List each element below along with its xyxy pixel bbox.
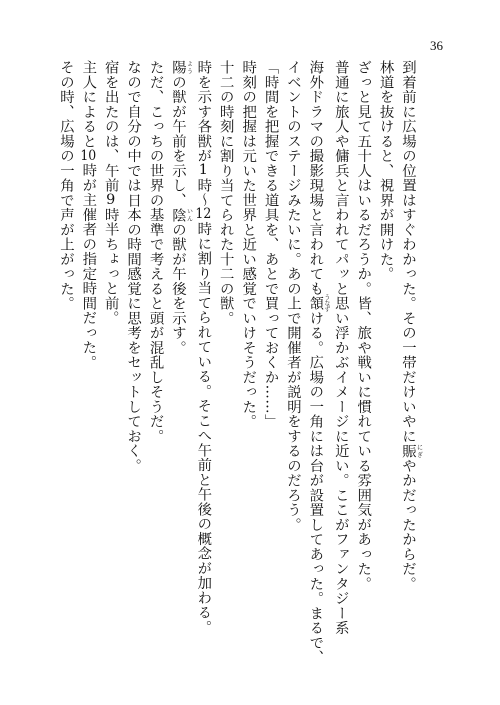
- ruby-in: いん: [185, 207, 193, 223]
- text-line-6: イベントのステージみたいに。あの上で開催者が説明をするのだろう。: [284, 60, 301, 532]
- novel-text: [55, 60, 423, 665]
- text-line-4: 普通に旅人や傭兵と言われてパッと思い浮かぶイメージに近い。ここがファンタジー系: [332, 60, 349, 636]
- text-line-11: 陽 ようの獣が午前を示し、陰 いんの獣が午後を示す。: [169, 60, 193, 355]
- text-line-16: その時、広場の一角で声が上がった。: [57, 60, 74, 311]
- text-line-12: ただ、こっちの世界の基準で考えると頭が混乱しそうだ。: [147, 60, 164, 444]
- text-line-3: ざっと見て五十人はいるだろうか。皆、旅や戦いに慣れている雰囲気があった。: [355, 60, 372, 591]
- ruby-unazu: うなず: [322, 294, 330, 313]
- text-line-13: なので自分の中では日本の時間感覚に思考をセットしておく。: [125, 60, 142, 473]
- text-line-7: 「時間を把握できる道具を、あとで買っておくか……」: [262, 60, 279, 429]
- text-line-8: 時刻の把握は元いた世界と近い感覚でいけそうだった。: [240, 60, 257, 429]
- text-line-5: 海外ドラマの撮影現場と言われても頷 うなずける。広場の一角には台が設置してあった。まるで、: [307, 60, 330, 665]
- text-line-9: 十二の時刻に割り当てられた十二の獣。: [217, 60, 234, 326]
- text-line-10: 時を示す各獣が1時～12時に割り当てられている。そこへ午前と午後の概念が加わる。: [195, 60, 212, 635]
- text-line-1: 到着前に広場の位置はすぐわかった。その一帯だけいやに賑 にぎやかだったからだ。: [400, 60, 423, 591]
- text-line-14: 宿を出たのは、午前9時半ちょっと前。: [102, 60, 119, 326]
- ruby-you: よう: [185, 60, 193, 75]
- ruby-nigi: にぎ: [415, 443, 423, 459]
- page-number: 36: [430, 38, 443, 53]
- text-line-15: 主人によると10時が主催者の指定時間だった。: [80, 60, 97, 370]
- text-line-2: 林道を抜けると、視界が開けた。: [377, 60, 394, 282]
